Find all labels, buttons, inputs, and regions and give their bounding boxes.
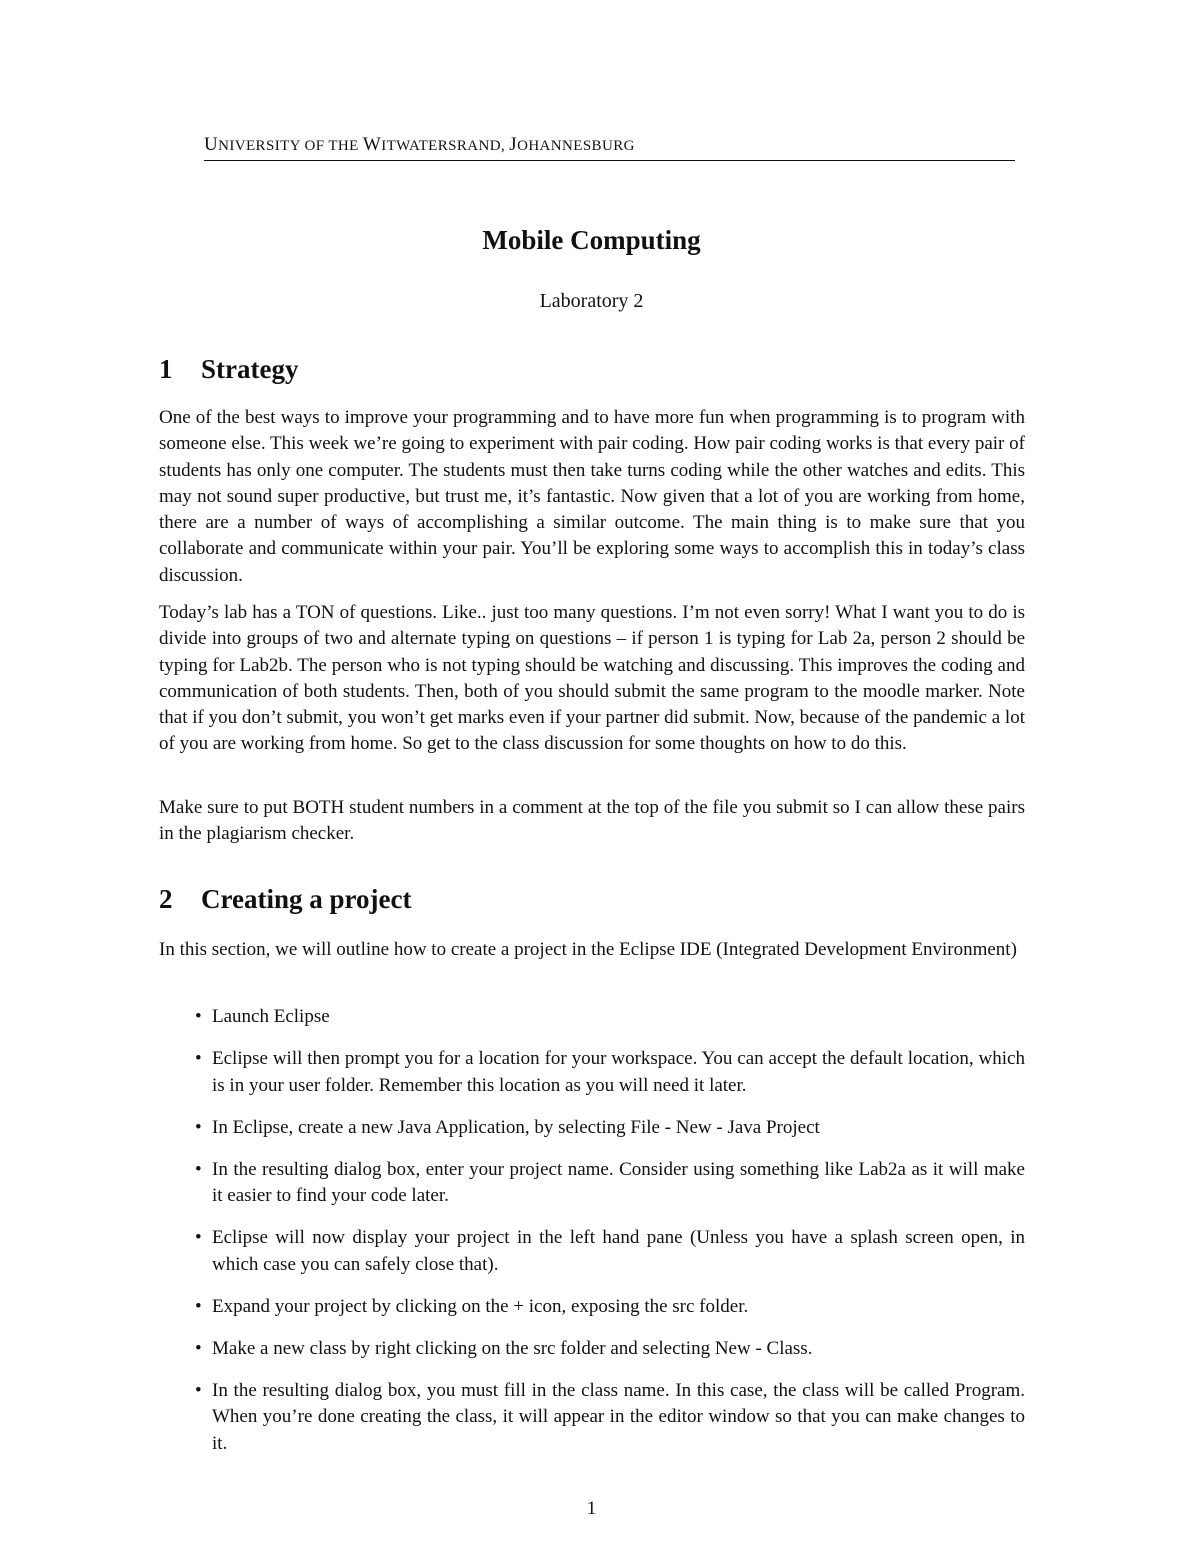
header-rest-3: OHANNESBURG [517, 138, 635, 154]
header-cap-1: U [204, 134, 219, 155]
bullet-icon: • [195, 1227, 202, 1248]
document-title: Mobile Computing [482, 225, 701, 255]
bullet-icon: • [195, 1116, 202, 1138]
strategy-paragraph-3: Make sure to put BOTH student numbers in a comment at the top of the file you submit so I can allow these pairs in the plagiarism checker. [159, 797, 1025, 845]
bullet-icon: • [195, 1048, 202, 1069]
creating-project-intro: In this section, we will outline how to create a project in the Eclipse IDE (Integrated Development Environment) [159, 939, 1017, 960]
strategy-paragraph-1: One of the best ways to improve your programming and to have more fun when programming is to program with someone else. This week we’re going to experiment with pair coding. How pair coding works is that every pair of students has only one computer. The students must then take turns coding while the other watches and edits. This may not sound super productive, but trust me, it’s fantastic. Now given that a lot of you are working from home, there are a number of ways of accomplishing a similar outcome. The main thing is to make sure that you collaborate and communicate within your pair. You’ll be exploring some ways to accomplish this in today’s class discussion. [159, 407, 1025, 586]
section-title: Strategy [201, 354, 299, 384]
bullet-icon: • [195, 1379, 202, 1401]
list-item-text: Expand your project by clicking on the + icon, exposing the src folder. [212, 1295, 749, 1317]
list-item [159, 1115, 1025, 1142]
list-item-text: In Eclipse, create a new Java Application, by selecting File - New - Java Project [212, 1116, 820, 1138]
section-heading-creating-project [159, 883, 411, 915]
list-item [159, 1336, 1025, 1363]
section-heading-strategy [159, 353, 298, 385]
bullet-icon: • [195, 1158, 202, 1180]
page-number: 1 [586, 1498, 597, 1519]
list-item-text: Launch Eclipse [212, 1006, 330, 1027]
section-title: Creating a project [201, 884, 412, 914]
list-item-text: Make a new class by right clicking on the src folder and selecting New - Class. [212, 1337, 813, 1359]
document-subtitle: Laboratory 2 [539, 290, 644, 312]
running-header [204, 134, 1014, 157]
header-cap-2: W [362, 134, 382, 155]
header-rest-1: NIVERSITY OF THE [218, 138, 363, 154]
list-item [159, 1157, 1025, 1210]
bullet-icon: • [195, 1006, 202, 1027]
list-item-text: Eclipse will then prompt you for a location for your workspace. You can accept the default location, which is in your user folder. Remember this location as you will need it later. [212, 1048, 1025, 1096]
list-item [159, 1046, 1025, 1099]
list-item [159, 1004, 1025, 1031]
bullet-icon: • [195, 1295, 202, 1317]
steps-list [159, 1004, 1025, 1473]
list-item-text: Eclipse will now display your project in the left hand pane (Unless you have a splash screen open, in which case you can safely close that). [212, 1227, 1025, 1275]
header-rest-2: ITWATERSRAND, [381, 138, 510, 154]
list-item [159, 1294, 1025, 1321]
header-rule [204, 160, 1015, 161]
list-item [159, 1378, 1025, 1458]
list-item [159, 1225, 1025, 1278]
list-item-text: In the resulting dialog box, you must fill in the class name. In this case, the class will be called Program. When you’re done creating the class, it will appear in the editor window so that you can make changes to it. [212, 1379, 1025, 1454]
list-item-text: In the resulting dialog box, enter your project name. Consider using something like Lab2a as it will make it easier to find your code later. [212, 1158, 1025, 1206]
section-number: 1 [159, 354, 173, 384]
section-number: 2 [159, 884, 173, 914]
bullet-icon: • [195, 1337, 202, 1359]
header-cap-3: J [509, 134, 518, 155]
strategy-paragraph-2: Today’s lab has a TON of questions. Like.. just too many questions. I’m not even sorry! What I want you to do is divide into groups of two and alternate typing on questions – if person 1 is typing for Lab 2a, person 2 should be typing for Lab2b. The person who is not typing should be watching and discussing. This improves the coding and communication of both students. Then, both of you should submit the same program to the moodle marker. Note that if you don’t submit, you won’t get marks even if your partner did submit. Now, because of the pandemic a lot of you are working from home. So get to the class discussion for some thoughts on how to do this. [159, 602, 1025, 755]
